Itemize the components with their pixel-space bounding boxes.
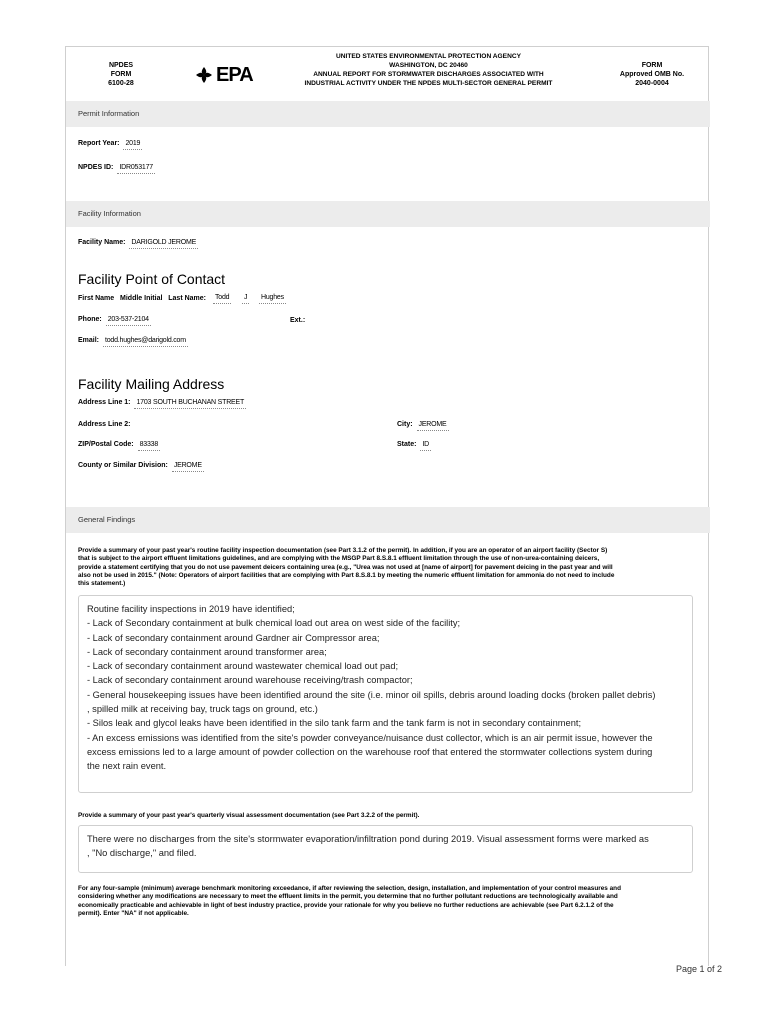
last-name-label: Last Name:: [168, 295, 206, 302]
npdes-id-label: NPDES ID:: [78, 164, 114, 171]
facility-name-label: Facility Name:: [78, 239, 126, 246]
zip-label: ZIP/Postal Code:: [78, 441, 134, 448]
agency-title-line: WASHINGTON, DC 20460: [389, 62, 468, 69]
inspection-question: [78, 547, 696, 588]
zip-value: 83338: [138, 441, 160, 451]
form-id-line: FORM: [110, 71, 132, 78]
contact-name-labels: [78, 295, 206, 302]
last-name-value: Hughes: [259, 294, 286, 304]
address-line1-label: Address Line 1:: [78, 399, 131, 406]
county-row: [78, 462, 204, 469]
section-permit-information: Permit Information: [66, 101, 710, 127]
question-line: this statement.): [78, 580, 126, 588]
phone-row: [78, 316, 151, 323]
section-general-findings: General Findings: [66, 507, 710, 533]
question-line: For any four-sample (minimum) average benchmark monitoring exceedance, if after reviewing the selection, design, installation, and implementation of your control measures and: [78, 885, 621, 892]
question-line: also not be used in 2015." (Note: Operators of airport facilities that are complying with Part 8.S.8.1 by meeting the numeric effluent limitation for ammonia do not need to include: [78, 571, 615, 579]
epa-flower-icon: [194, 65, 214, 85]
email-value: todd.hughes@darigold.com: [103, 337, 188, 347]
question-line: Provide a summary of your past year's routine facility inspection documentation (see Part 3.1.2 of the permit). In addition, if you are an operator of an airport facility (Sector S): [78, 547, 608, 554]
agency-title-line: UNITED STATES ENVIRONMENTAL PROTECTION AGENCY: [336, 53, 521, 60]
middle-initial-field: [240, 294, 249, 301]
address-line2-label: Address Line 2:: [78, 421, 131, 428]
omb-line: FORM: [641, 62, 663, 69]
question-line: that is subject to the airport effluent limitations guidelines, and are complying with the MSGP Part 8.S.8.1 effluent limitation through the use of non-urea-containing deicers,: [78, 555, 600, 563]
state-label: State:: [397, 441, 417, 448]
answer-line: - An excess emissions was identified from the site's powder conveyance/nuisance dust collector, which is an air permit issue, however the: [87, 732, 653, 743]
contact-heading: Facility Point of Contact: [78, 271, 226, 287]
page-number: Page 1 of 2: [676, 964, 723, 974]
npdes-id-value: IDR053177: [117, 164, 155, 174]
section-facility-information: Facility Information: [66, 201, 710, 227]
answer-line: - Lack of Secondary containment at bulk chemical load out area on west side of the facility;: [87, 618, 461, 629]
city-label: City:: [397, 421, 413, 428]
answer-line: - Lack of secondary containment around transformer area;: [87, 646, 327, 657]
middle-initial-label: Middle Initial: [120, 295, 163, 302]
answer-line: - Silos leak and glycol leaks have been identified in the silo tank farm and the tank farm is not in secondary containment;: [87, 718, 582, 729]
agency-title-block: [291, 52, 566, 88]
report-year-label: Report Year:: [78, 140, 120, 147]
address-line2-row: [78, 421, 131, 428]
address-line1-value: 1703 SOUTH BUCHANAN STREET: [134, 399, 246, 409]
phone-label: Phone:: [78, 316, 102, 323]
question-line: considering whether any modifications are necessary to meet the effluent limits in the permit, you determine that no further pollutant reductions are technologically available and: [78, 893, 618, 901]
omb-line: 2040-0004: [635, 80, 669, 87]
county-label: County or Similar Division:: [78, 462, 168, 469]
form-header: [66, 47, 710, 101]
question-line: economically practicable and achievable in light of best industry practice, provide your rationale for why you believe no further reductions are achievable (see Part 6.2.1.2 of the: [78, 901, 614, 909]
answer-line: - Lack of secondary containment around warehouse receiving/trash compactor;: [87, 675, 413, 686]
agency-title-line: INDUSTRIAL ACTIVITY UNDER THE NPDES MULTI-SECTOR GENERAL PERMIT: [304, 80, 553, 87]
form-page: [65, 46, 709, 966]
report-year-row: [78, 140, 142, 147]
county-value: JEROME: [172, 462, 204, 472]
ext-row: [290, 317, 305, 324]
omb-line: Approved OMB No.: [619, 71, 685, 78]
state-row: [397, 441, 431, 448]
answer-line: the next rain event.: [87, 761, 167, 772]
epa-logo-text: EPA: [216, 63, 253, 86]
middle-initial-value: J: [242, 294, 249, 304]
facility-name-value: DARIGOLD JEROME: [129, 239, 198, 249]
question-line: provide a statement certifying that you do not use pavement deicers containing urea (e.g., "Urea was not used at [name of airport] for pavement deicing in the past year and will: [78, 563, 613, 571]
answer-line: , spilled milk at receiving bay, truck tags on ground, etc.): [87, 704, 318, 715]
answer-line: There were no discharges from the site's stormwater evaporation/infiltration pond during 2019. Visual assessment forms were marked as: [87, 834, 649, 844]
city-row: [397, 421, 449, 428]
ext-label: Ext.:: [290, 317, 306, 324]
mailing-heading: Facility Mailing Address: [78, 376, 225, 392]
question-line: permit). Enter "NA" if not applicable.: [78, 909, 189, 917]
form-id-line: 6100-28: [108, 80, 134, 87]
email-row: [78, 337, 188, 344]
visual-assessment-question: Provide a summary of your past year's quarterly visual assessment documentation (see Part 3.2.2 of the permit).: [78, 812, 420, 819]
zip-row: [78, 441, 160, 448]
city-value: JEROME: [417, 421, 449, 431]
first-name-value: Todd: [213, 294, 231, 304]
answer-line: Routine facility inspections in 2019 have identified;: [87, 604, 295, 614]
report-year-value: 2019: [123, 140, 142, 150]
form-id-line: NPDES: [108, 62, 134, 69]
answer-line: - General housekeeping issues have been identified around the site (i.e. minor oil spills, debris around loading docks (broken pallet debris): [87, 689, 656, 700]
phone-value: 203-537-2104: [106, 316, 151, 326]
answer-line: - Lack of secondary containment around wastewater chemical load out pad;: [87, 661, 399, 672]
facility-name-row: [78, 239, 198, 246]
first-name-field: [211, 294, 231, 301]
agency-title-line: ANNUAL REPORT FOR STORMWATER DISCHARGES ASSOCIATED WITH: [313, 71, 544, 78]
address-line1-row: [78, 399, 246, 406]
epa-logo: [194, 64, 264, 86]
visual-assessment-textarea[interactable]: [78, 825, 693, 873]
benchmark-question: [78, 885, 696, 918]
omb-block: [606, 61, 698, 88]
answer-line: - Lack of secondary containment around Gardner air Compressor area;: [87, 632, 380, 643]
answer-line: excess emissions led to a large amount of powder collection on the warehouse roof that entered the stormwater collections system during: [87, 746, 653, 757]
answer-line: , "No discharge," and filed.: [87, 848, 197, 859]
form-id-block: [86, 61, 156, 88]
state-value: ID: [420, 441, 431, 451]
email-label: Email:: [78, 337, 100, 344]
first-name-label: First Name: [78, 295, 115, 302]
last-name-field: [257, 294, 286, 301]
npdes-id-row: [78, 164, 155, 171]
inspection-summary-textarea[interactable]: [78, 595, 693, 793]
